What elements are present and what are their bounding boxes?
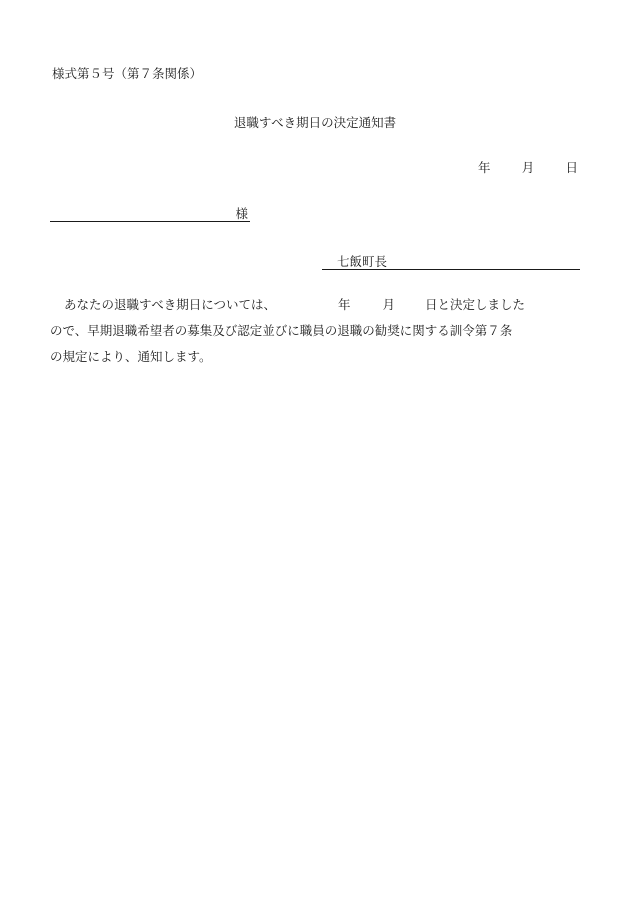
notice-body	[50, 297, 580, 375]
body-year-label: 年	[338, 297, 351, 312]
addressee-field	[50, 206, 250, 222]
addressee-blank-line	[50, 221, 250, 222]
date-year-label: 年	[478, 160, 491, 175]
body-month-label: 月	[382, 297, 396, 312]
issue-date	[478, 160, 578, 176]
body-line	[50, 349, 580, 375]
body-text-line-2: ので、早期退職希望者の募集及び認定並びに職員の退職の勧奨に関する訓令第７条	[50, 323, 513, 338]
body-line	[50, 323, 580, 349]
body-text-decision: 日と決定しました	[425, 297, 526, 312]
body-text-intro: あなたの退職すべき期日については、	[64, 297, 277, 312]
sender-name: 七飯町長	[337, 254, 388, 269]
date-day-label: 日	[565, 160, 578, 175]
body-text-line-3: の規定により、通知します。	[50, 349, 212, 364]
form-number-label: 様式第５号（第７条関係）	[52, 66, 203, 81]
document-title: 退職すべき期日の決定通知書	[233, 115, 397, 130]
date-month-label: 月	[521, 160, 535, 175]
addressee-honorific: 様	[235, 206, 248, 221]
body-line	[50, 297, 580, 323]
sender-field	[322, 254, 580, 270]
